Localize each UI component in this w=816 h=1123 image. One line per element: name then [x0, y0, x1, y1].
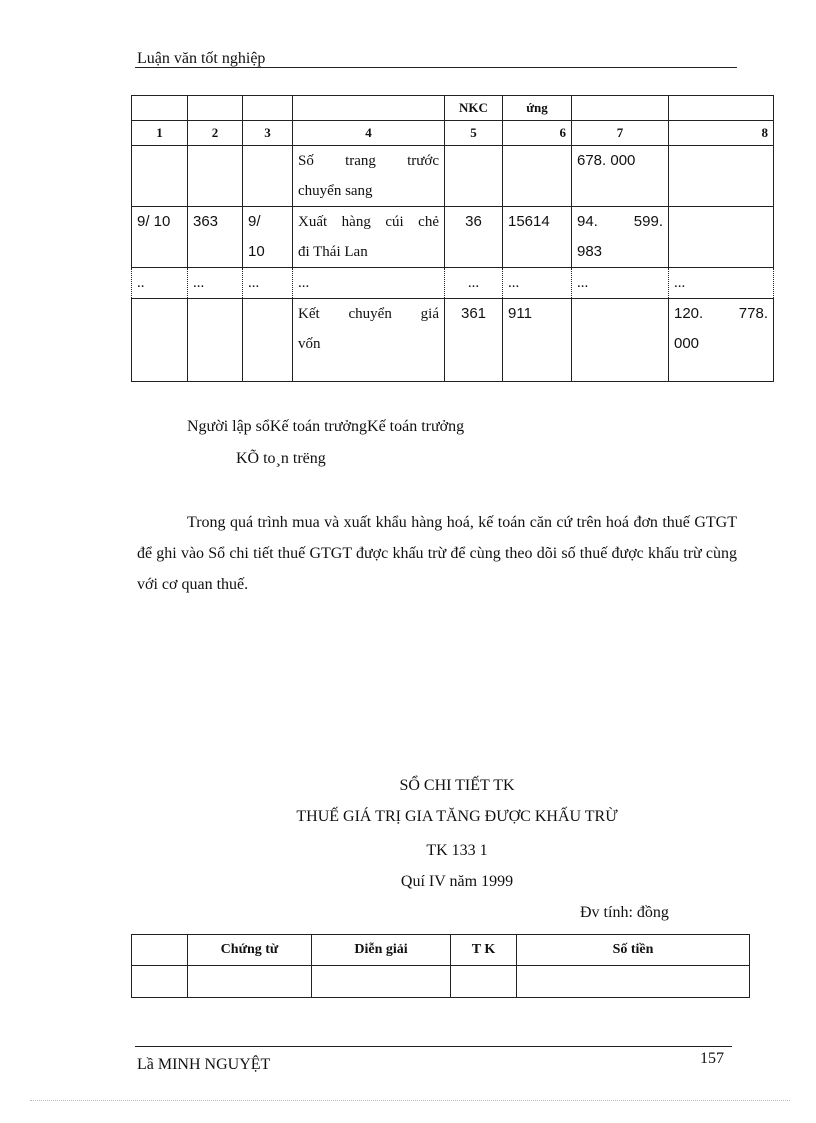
ledger-title-account: TK 133 1 — [426, 842, 488, 859]
ledger-top-cell — [572, 96, 669, 121]
col-number: 7 — [572, 121, 669, 146]
ledger-top-cell — [669, 96, 774, 121]
ledger-top-cell — [243, 96, 293, 121]
cell-nkc: 36 — [445, 207, 503, 268]
cell-doc-date — [243, 207, 293, 268]
vat-cell — [188, 966, 312, 998]
ledger-row — [132, 146, 774, 207]
amount-line: 94. 599. — [577, 213, 663, 230]
ledger-top-cell — [188, 96, 243, 121]
amount-line: 120. 778. — [674, 305, 768, 322]
col-number: 1 — [132, 121, 188, 146]
cell-counter-account: 911 — [503, 299, 572, 382]
cell-doc-date — [243, 299, 293, 382]
page-number: 157 — [700, 1050, 724, 1067]
amount-line: 678. 000 — [577, 152, 636, 169]
footer-rule — [135, 1046, 732, 1047]
vat-cell — [132, 966, 188, 998]
description-line: ... — [298, 275, 310, 291]
signature-labels: Người lập sổKế toán trưởngKế toán trưởng — [187, 418, 465, 435]
cell-nkc: 361 — [445, 299, 503, 382]
description-line: Kết chuyển giá — [298, 306, 439, 322]
col-number: 2 — [188, 121, 243, 146]
running-header-title: Luận văn tốt nghiệp — [137, 50, 266, 67]
ledger-top-cell-nkc: NKC — [445, 96, 503, 121]
cell-date — [132, 299, 188, 382]
cell-date — [132, 146, 188, 207]
ledger-title-line1: SỔ CHI TIẾT TK — [399, 777, 515, 794]
doc-date-line: 9/ — [248, 213, 261, 230]
cell-doc-no — [188, 299, 243, 382]
cell-doc-no: 363 — [188, 207, 243, 268]
cell-debit — [572, 207, 669, 268]
amount-line: ... — [674, 275, 686, 291]
header-rule — [135, 67, 737, 68]
description-line: Số trang trước — [298, 153, 439, 169]
cell-date — [132, 268, 188, 299]
col-number: 6 — [503, 121, 572, 146]
ledger-row — [132, 207, 774, 268]
cell-debit — [572, 299, 669, 382]
ledger-row-ellipsis — [132, 268, 774, 299]
col-number: 8 — [669, 121, 774, 146]
amount-line: 983 — [577, 243, 603, 260]
amount-line: ... — [577, 275, 589, 291]
vat-header-so-tien: Số tiền — [517, 935, 750, 966]
ledger-column-numbers — [132, 121, 774, 146]
vat-header-chung-tu: Chứng từ — [188, 935, 312, 966]
col-number: 5 — [445, 121, 503, 146]
ledger-top-row — [132, 96, 774, 121]
unit-label: Đv tính: đồng — [580, 904, 669, 921]
cell-credit — [669, 299, 774, 382]
ledger-table — [131, 95, 774, 382]
cell-description — [293, 207, 445, 268]
doc-date-line: 10 — [248, 243, 265, 260]
cell-debit — [572, 146, 669, 207]
vat-header-cell — [132, 935, 188, 966]
cell-doc-date: ... — [243, 268, 293, 299]
col-number: 4 — [293, 121, 445, 146]
cell-counter-account: ... — [503, 268, 572, 299]
cell-counter-account: 15614 — [503, 207, 572, 268]
cell-doc-no: ... — [188, 268, 243, 299]
vat-ledger-table — [131, 934, 750, 998]
description-line: đi Thái Lan — [298, 244, 368, 260]
cell-credit — [669, 146, 774, 207]
cell-description — [293, 299, 445, 382]
cell-credit — [669, 268, 774, 299]
cell-debit — [572, 268, 669, 299]
cell-description — [293, 268, 445, 299]
cell-doc-date — [243, 146, 293, 207]
vat-header-dien-giai: Diễn giải — [312, 935, 451, 966]
cell-date: 9/ 10 — [132, 207, 188, 268]
vat-cell — [451, 966, 517, 998]
signature-label-garbled: KÕ to¸n trëng — [236, 450, 326, 467]
ledger-row — [132, 299, 774, 382]
cell-nkc — [445, 146, 503, 207]
footer-author: Lầ MINH NGUYỆT — [137, 1056, 271, 1073]
vat-cell — [517, 966, 750, 998]
ledger-title-line2: THUẾ GIÁ TRỊ GIA TĂNG ĐƯỢC KHẤU TRỪ — [296, 808, 618, 825]
vat-ledger-row — [132, 966, 750, 998]
ledger-title-period: Quí IV năm 1999 — [400, 873, 514, 890]
ledger-top-cell — [132, 96, 188, 121]
cell-nkc: ... — [445, 268, 503, 299]
cell-credit — [669, 207, 774, 268]
body-paragraph: Trong quá trình mua và xuất khẩu hàng hoá, kế toán căn cứ trên hoá đơn thuế GTGT để ghi vào Sổ chi tiết thuế GTGT được khấu trừ để cùng theo dõi số thuế được khấu trừ cùng với cơ quan thuế. — [137, 514, 737, 593]
cell-doc-no — [188, 146, 243, 207]
page-bottom-divider — [30, 1100, 790, 1101]
col-number: 3 — [243, 121, 293, 146]
description-line: vốn — [298, 336, 321, 352]
description-line: Xuất hàng cúi chẻ — [298, 214, 439, 230]
vat-header-tk: T K — [451, 935, 517, 966]
ledger-top-cell-ung: ứng — [503, 96, 572, 121]
ellipsis-line: .. — [137, 275, 145, 291]
cell-description — [293, 146, 445, 207]
vat-cell — [312, 966, 451, 998]
amount-line: 000 — [674, 335, 700, 352]
cell-counter-account — [503, 146, 572, 207]
vat-ledger-header — [132, 935, 750, 966]
description-line: chuyển sang — [298, 183, 373, 199]
ledger-top-cell — [293, 96, 445, 121]
